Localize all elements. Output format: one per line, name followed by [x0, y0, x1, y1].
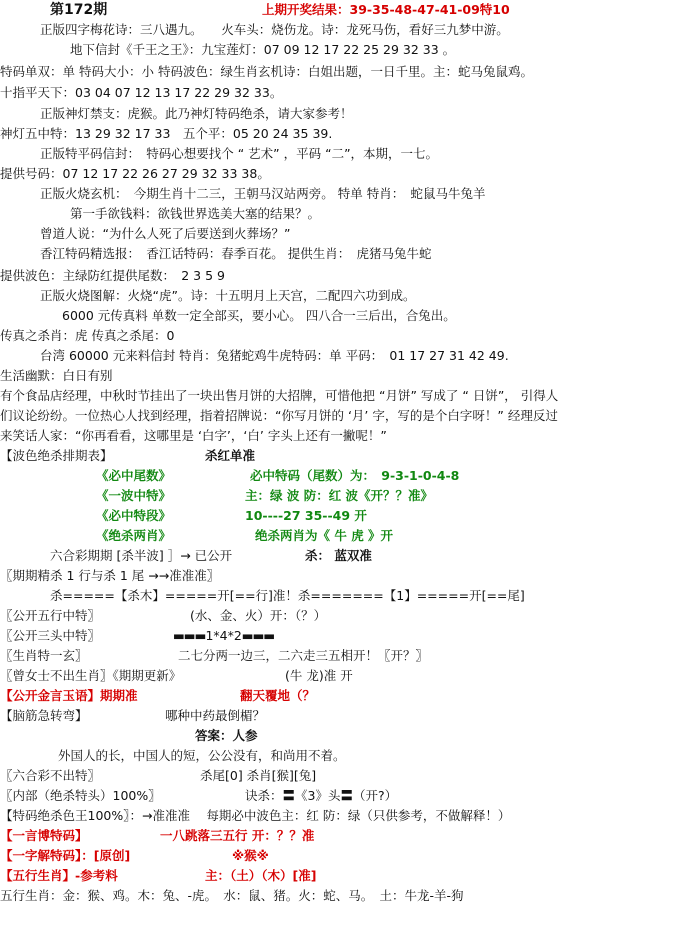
humor-title: 生活幽默：白日有别: [0, 368, 113, 383]
five-elements-value: (水、金、火）开：（？）: [190, 608, 327, 623]
last-result: 上期开奖结果：39-35-48-47-41-09特10: [262, 2, 510, 17]
brain-teaser-answer: 答案：人参: [195, 728, 258, 743]
brain-teaser-question: 哪种中药最倒楣？: [165, 708, 266, 723]
must-segment-label: 《必中特段》: [96, 508, 172, 523]
three-heads-digits: 1*4*2: [205, 628, 242, 643]
zodiac-mystery-label: 〖生肖特一玄〗: [0, 648, 88, 663]
three-heads-label: 〖公开三头中特〗: [0, 628, 101, 643]
taiwan-envelope-line: 台湾 60000 元来料信封 特肖：兔猪蛇鸡牛虎特码：单 平码： 01 17 27 31 42 49.: [40, 348, 509, 363]
color-king-line: 【特码绝杀色王100%〗：→准准准 每期必中波色主：红 防：绿（只供参考，不做解释！）: [0, 808, 511, 823]
not-appear-value: 杀尾[0] 杀肖[猴][兔]: [200, 768, 317, 783]
provided-numbers-line: 提供号码：07 12 17 22 26 27 29 32 33 38。: [0, 166, 270, 181]
kill-two-value: 绝杀两肖为《 牛 虎 》开: [255, 528, 394, 543]
ms-zeng-value: (牛 龙)准 开: [285, 668, 353, 683]
ten-fingers-line: 十指平天下：03 04 07 12 13 17 22 29 32 33。: [0, 85, 283, 100]
envelope-line: 正版特平码信封： 特码心想要找个 “ 艺术” ，平码 “二”，本期，一七。: [40, 146, 439, 161]
one-char-value: ※猴※: [232, 848, 269, 863]
bar-decoration: ▬▬▬: [241, 628, 275, 643]
golden-words-label: 【公开金言玉语】期期准: [0, 688, 138, 703]
wave-color-line: 提供波色：主绿防红提供尾数： 2 3 5 9: [0, 268, 225, 283]
hongkong-selection-line: 香江特码精选报： 香江话特码：春季百花。 提供生肖： 虎猪马兔牛蛇: [40, 246, 432, 261]
fire-diagram-line: 正版火烧图解：火烧“虎”。诗：十五明月上天宫，二配四六功到成。: [40, 288, 416, 303]
five-zodiac-value: 主：（土）（木）[准]: [205, 868, 317, 883]
issue-number: 第172期: [50, 2, 108, 18]
one-char-label: 【一字解特码】：[原创]: [0, 848, 131, 863]
humor-text-1: 有个食品店经理，中秋时节挂出了一块出售月饼的大招牌，可惜他把 “月饼” 写成了 “ 日饼”， 引得人: [0, 388, 559, 403]
golden-words-value: 翻天覆地（？: [240, 688, 316, 703]
not-appear-label: 〖六合彩不出特〗: [0, 768, 101, 783]
one-word-value: 一八跳落三五行 开：？？准: [160, 828, 315, 843]
five-zodiac-label: 【五行生肖】-参考料: [0, 868, 118, 883]
fax-kill-line: 传真之杀肖：虎 传真之杀尾：0: [0, 328, 175, 343]
wave-kill-schedule-label: 【波色绝杀排期表】: [0, 448, 113, 463]
kill-half-wave-line: 六合彩期期 [杀半波] ］→ 已公开: [50, 548, 233, 563]
must-tail-value: 必中特码（尾数）为： 9-3-1-0-4-8: [250, 468, 460, 483]
humor-text-2: 们议论纷纷。一位热心人找到经理，指着招牌说：“你写月饼的 ‘月’ 字，写的是个白字呀！” 经理反过: [0, 408, 558, 423]
must-segment-value: 10----27 35--49 开: [245, 508, 367, 523]
one-wave-value: 主：绿 波 防：红 波《开？？准》: [245, 488, 434, 503]
first-hand-line: 第一手欲钱料：欲钱世界选美大塞的结果？。: [70, 206, 321, 221]
period-kill-line: 〖期期精杀 1 行与杀 1 尾 →→准准准〗: [0, 568, 220, 583]
inner-kill-value: 诀杀：〓《3》头〓（开?）: [245, 788, 398, 803]
brain-teaser-label: 【脑筋急转弯】: [0, 708, 88, 723]
god-lamp-five-line: 神灯五中特：13 29 32 17 33 五个平：05 20 24 35 39.: [0, 126, 333, 141]
ms-zeng-label: 〖曾女士不出生肖〗《期期更新》: [0, 668, 182, 683]
zeng-says-line: 曾道人说：“为什么人死了后要送到火葬场？”: [40, 226, 291, 241]
special-code-line: 特码单双：单 特码大小：小 特码波色：绿生肖玄机诗：白姐出题，一日千里。主：蛇马兔鼠鸡。: [0, 64, 533, 79]
kill-wood-line: 杀=====【杀木】=====开[==行]准！杀=======【1】=====开[==尾]: [50, 588, 525, 603]
god-lamp-ban-line: 正版神灯禁支：虎猴。此乃神灯特码绝杀，请大家参考！: [40, 106, 353, 121]
zodiac-mystery-value: 二七分两一边三，二六走三五相开！〖开？〗: [178, 648, 429, 663]
one-word-label: 【一言博特码】: [0, 828, 88, 843]
one-wave-label: 《一波中特》: [96, 488, 172, 503]
five-elements-label: 〖公开五行中特〗: [0, 608, 101, 623]
kill-red-single: 杀红单准: [205, 448, 256, 463]
kill-two-label: 《绝杀两肖》: [96, 528, 172, 543]
bar-decoration: ▬▬▬: [173, 628, 206, 643]
three-heads-value: [173, 626, 274, 646]
five-elements-zodiac-line: 五行生肖：金：猴、鸡。木：兔、-虎。 水：鼠、猪。火：蛇、马。 土：牛龙-羊-狗: [0, 888, 464, 903]
plum-poem-line: 正版四字梅花诗：三八遇九。 火车头：烧伤龙。诗：龙死马伤，看好三九梦中游。: [40, 22, 509, 37]
must-tail-label: 《必中尾数》: [96, 468, 172, 483]
inner-kill-label: 〖内部（绝杀特头）100%〗: [0, 788, 161, 803]
fire-mystery-line: 正版火烧玄机： 今期生肖十二三，王朝马汉站两旁。 特单 特肖： 蛇鼠马牛兔羊: [40, 186, 486, 201]
underground-envelope-line: 地下信封《千王之王》：九宝莲灯：07 09 12 17 22 25 29 32 33 。: [70, 42, 456, 57]
fax-material-line: 6000 元传真料 单数一定全部买，要小心。 四八合一三后出，合兔出。: [62, 308, 456, 323]
kill-blue-double: 杀： 蓝双准: [305, 548, 372, 563]
riddle-line: 外国人的长，中国人的短，公公没有，和尚用不着。: [58, 748, 346, 763]
humor-text-3: 来笑话人家：“你再看看，这哪里是 ‘白字’，‘白’ 字头上还有一撇呢！”: [0, 428, 387, 443]
